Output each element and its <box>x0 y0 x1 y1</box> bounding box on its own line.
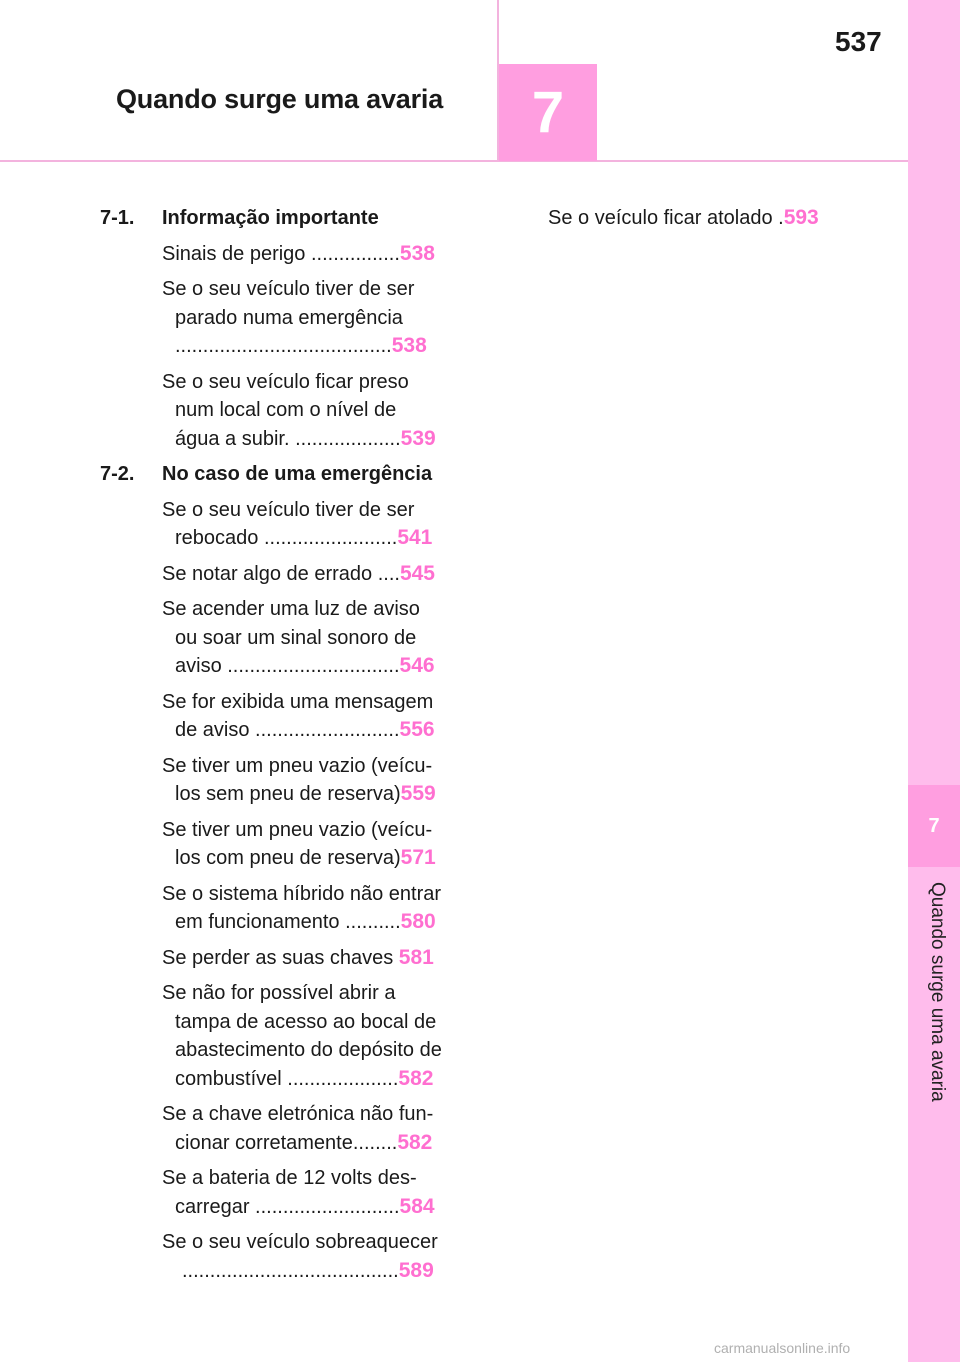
page-link[interactable]: 541 <box>397 526 433 549</box>
chapter-number: 7 <box>531 80 565 145</box>
toc-entry[interactable] <box>162 1228 470 1285</box>
entry-text: Se perder as suas chaves <box>162 946 399 969</box>
toc-section-7-1 <box>100 204 470 233</box>
toc-entry[interactable] <box>162 816 470 873</box>
toc-section-7-2 <box>100 460 470 489</box>
page-link[interactable]: 584 <box>399 1194 435 1218</box>
page-link[interactable]: 593 <box>783 206 819 229</box>
entry-text: Se o seu veículo tiver de ser <box>162 278 415 300</box>
section-number: 7-1. <box>100 207 135 229</box>
toc-entry[interactable] <box>162 496 470 553</box>
toc-column-left <box>100 204 470 1292</box>
entry-text: Se for exibida uma mensagem <box>162 690 434 713</box>
entry-text: Se o veículo ficar atolado . <box>548 207 784 229</box>
toc-entry[interactable] <box>548 204 858 233</box>
toc-column-right <box>548 204 858 240</box>
page-link[interactable]: 571 <box>400 846 436 869</box>
toc-entry[interactable] <box>162 944 470 973</box>
entry-text: Se tiver um pneu vazio (veícu- <box>162 818 433 841</box>
toc-entry[interactable] <box>162 275 470 361</box>
entry-text: Se o sistema híbrido não entrar <box>162 882 442 905</box>
entry-text: los sem pneu de reserva) <box>175 783 401 805</box>
entry-text: Se acender uma luz de aviso <box>162 598 420 620</box>
chapter-number-box <box>499 64 597 161</box>
toc-entry[interactable] <box>162 1164 470 1221</box>
page-link[interactable]: 546 <box>399 654 435 677</box>
toc-entry[interactable] <box>162 688 470 745</box>
entry-text: ou soar um sinal sonoro de <box>175 626 417 649</box>
side-chapter-label: Quando surge uma avaria <box>927 882 948 1102</box>
entry-text: Se o seu veículo ficar preso <box>162 370 409 393</box>
entry-leader: ....................................... <box>175 335 392 357</box>
page-link[interactable]: 581 <box>398 945 434 969</box>
header-divider <box>0 160 908 162</box>
entry-text: Se notar algo de errado .... <box>162 562 400 585</box>
toc-entry[interactable] <box>162 979 470 1093</box>
entry-text: Se a chave eletrónica não fun- <box>162 1103 434 1125</box>
page-link[interactable]: 582 <box>398 1066 434 1090</box>
toc-entry[interactable] <box>162 595 470 681</box>
page-link[interactable]: 538 <box>399 241 435 265</box>
entry-text: Se a bateria de 12 volts des- <box>162 1167 417 1189</box>
page-link[interactable]: 589 <box>398 1258 434 1282</box>
entry-leader: ....................................... <box>182 1259 399 1282</box>
side-chapter-tab[interactable] <box>908 785 960 867</box>
toc-entry[interactable] <box>162 1100 470 1157</box>
toc-entry[interactable] <box>162 368 470 454</box>
entry-text: em funcionamento .......... <box>175 911 401 933</box>
section-title: No caso de uma emergência <box>162 463 433 485</box>
toc-entry[interactable] <box>162 240 470 269</box>
entry-text: carregar .......................... <box>175 1195 400 1218</box>
entry-text: de aviso .......................... <box>175 719 400 741</box>
page-link[interactable]: 556 <box>399 718 435 741</box>
entry-text: tampa de acesso ao bocal de <box>175 1010 437 1033</box>
page-number: 537 <box>835 26 882 57</box>
entry-text: Se o seu veículo tiver de ser <box>162 498 415 521</box>
section-title: Informação importante <box>162 207 379 229</box>
entry-text: parado numa emergência <box>175 306 403 329</box>
toc-entry[interactable] <box>162 752 470 809</box>
page-link[interactable]: 539 <box>400 426 436 450</box>
entry-text: água a subir. ................... <box>175 427 401 450</box>
entry-text: Sinais de perigo ................ <box>162 242 400 265</box>
page-link[interactable]: 580 <box>400 910 436 933</box>
entry-text: num local com o nível de <box>175 399 397 421</box>
page-link[interactable]: 545 <box>399 561 435 585</box>
entry-text: aviso ............................... <box>175 655 400 677</box>
watermark: carmanualsonline.info <box>714 1340 851 1356</box>
side-strip <box>908 0 960 1362</box>
page-link[interactable]: 582 <box>397 1130 433 1154</box>
entry-text: Se não for possível abrir a <box>162 982 396 1004</box>
page-link[interactable]: 538 <box>391 334 427 357</box>
entry-text: rebocado ........................ <box>175 527 398 549</box>
chapter-title: Quando surge uma avaria <box>116 84 444 114</box>
entry-text: combustível .................... <box>175 1067 399 1090</box>
entry-text: Se tiver um pneu vazio (veícu- <box>162 754 433 777</box>
toc-entry[interactable] <box>162 560 470 589</box>
toc-entry[interactable] <box>162 880 470 937</box>
entry-text: abastecimento do depósito de <box>175 1039 442 1061</box>
entry-text: los com pneu de reserva) <box>175 847 401 869</box>
page-link[interactable]: 559 <box>400 782 436 805</box>
section-number: 7-2. <box>100 463 135 485</box>
entry-text: Se o seu veículo sobreaquecer <box>162 1231 438 1253</box>
entry-text: cionar corretamente........ <box>175 1131 398 1154</box>
side-tab-number: 7 <box>928 814 940 837</box>
